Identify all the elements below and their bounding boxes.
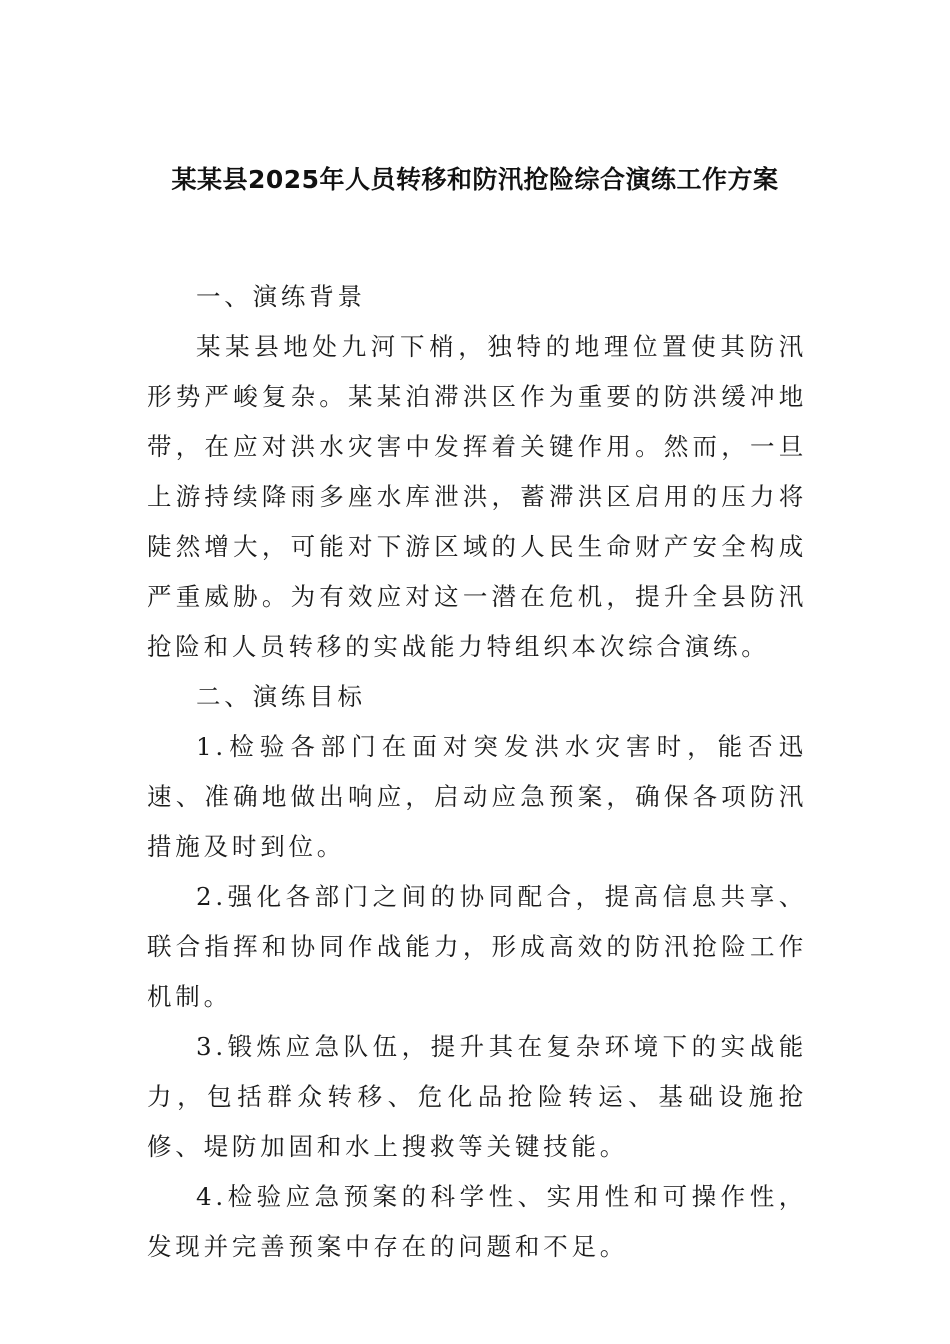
section-heading-goals: 二、演练目标 — [196, 682, 366, 711]
paragraph-background: 某某县地处九河下梢，独特的地理位置使其防汛形势严峻复杂。某某泊滞洪区作为重要的防洪缓冲地带，在应对洪水灾害中发挥着关键作用。然而，一旦上游持续降雨多座水库泄洪，蓄滞洪区启用的压力将陡然增大，可能对下游区域的人民生命财产安全构成严重威胁。为有效应对这一潜在危机，提升全县防汛抢险和人员转移的实战能力特组织本次综合演练。 — [147, 332, 807, 661]
section-heading-background: 一、演练背景 — [196, 282, 366, 311]
paragraph-goal-2: 2.强化各部门之间的协同配合，提高信息共享、联合指挥和协同作战能力，形成高效的防汛抢险工作机制。 — [147, 882, 807, 1011]
document-body — [147, 272, 807, 1272]
document-title: 某某县2025年人员转移和防汛抢险综合演练工作方案 — [171, 165, 779, 194]
paragraph-goal-3: 3.锻炼应急队伍，提升其在复杂环境下的实战能力，包括群众转移、危化品抢险转运、基础设施抢修、堤防加固和水上搜救等关键技能。 — [147, 1032, 807, 1161]
paragraph-goal-1: 1.检验各部门在面对突发洪水灾害时，能否迅速、准确地做出响应，启动应急预案，确保各项防汛措施及时到位。 — [147, 732, 807, 861]
paragraph-goal-4: 4.检验应急预案的科学性、实用性和可操作性，发现并完善预案中存在的问题和不足。 — [147, 1182, 807, 1261]
